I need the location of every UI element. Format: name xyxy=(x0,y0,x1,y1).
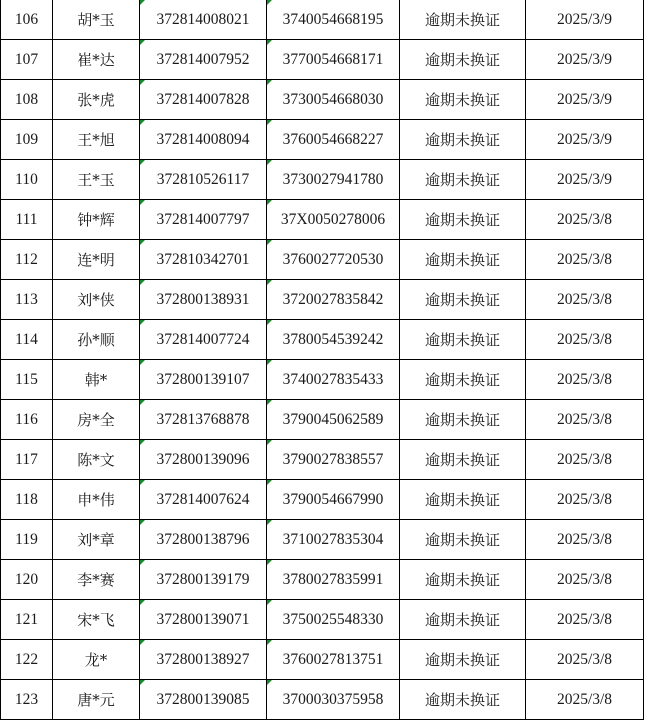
code2-cell: 3700030375958 xyxy=(267,680,400,720)
code1-cell: 372800138927 xyxy=(140,640,267,680)
date-cell: 2025/3/8 xyxy=(526,200,644,240)
code2-cell: 3740054668195 xyxy=(267,0,400,40)
name-cell: 李*赛 xyxy=(53,560,140,600)
table-row xyxy=(1,680,644,720)
date-cell: 2025/3/9 xyxy=(526,120,644,160)
table-row xyxy=(1,520,644,560)
status-cell: 逾期未换证 xyxy=(400,560,526,600)
date-cell: 2025/3/8 xyxy=(526,600,644,640)
status-cell: 逾期未换证 xyxy=(400,160,526,200)
date-cell: 2025/3/8 xyxy=(526,240,644,280)
name-cell: 张*虎 xyxy=(53,80,140,120)
code1-cell: 372800139085 xyxy=(140,680,267,720)
status-cell: 逾期未换证 xyxy=(400,320,526,360)
name-cell: 王*玉 xyxy=(53,160,140,200)
status-cell: 逾期未换证 xyxy=(400,40,526,80)
code2-cell: 3760027720530 xyxy=(267,240,400,280)
table-row xyxy=(1,280,644,320)
code1-cell: 372800139096 xyxy=(140,440,267,480)
name-cell: 王*旭 xyxy=(53,120,140,160)
code1-cell: 372800139071 xyxy=(140,600,267,640)
table-row xyxy=(1,360,644,400)
table-row xyxy=(1,400,644,440)
date-cell: 2025/3/9 xyxy=(526,160,644,200)
status-cell: 逾期未换证 xyxy=(400,0,526,40)
name-cell: 龙* xyxy=(53,640,140,680)
table-row xyxy=(1,640,644,680)
code1-cell: 372814007797 xyxy=(140,200,267,240)
name-cell: 刘*侠 xyxy=(53,280,140,320)
row-number-cell: 107 xyxy=(1,40,53,80)
date-cell: 2025/3/9 xyxy=(526,40,644,80)
code1-cell: 372814007624 xyxy=(140,480,267,520)
row-number-cell: 118 xyxy=(1,480,53,520)
table-row xyxy=(1,160,644,200)
name-cell: 申*伟 xyxy=(53,480,140,520)
row-number-cell: 111 xyxy=(1,200,53,240)
row-number-cell: 117 xyxy=(1,440,53,480)
name-cell: 唐*元 xyxy=(53,680,140,720)
status-cell: 逾期未换证 xyxy=(400,120,526,160)
code2-cell: 3760027813751 xyxy=(267,640,400,680)
table-row xyxy=(1,240,644,280)
row-number-cell: 120 xyxy=(1,560,53,600)
row-number-cell: 106 xyxy=(1,0,53,40)
code1-cell: 372810526117 xyxy=(140,160,267,200)
date-cell: 2025/3/8 xyxy=(526,680,644,720)
table-row xyxy=(1,0,644,40)
row-number-cell: 116 xyxy=(1,400,53,440)
date-cell: 2025/3/8 xyxy=(526,320,644,360)
name-cell: 崔*达 xyxy=(53,40,140,80)
name-cell: 房*全 xyxy=(53,400,140,440)
code1-cell: 372800139179 xyxy=(140,560,267,600)
code2-cell: 3790045062589 xyxy=(267,400,400,440)
table-row xyxy=(1,480,644,520)
code2-cell: 3760054668227 xyxy=(267,120,400,160)
status-cell: 逾期未换证 xyxy=(400,80,526,120)
status-cell: 逾期未换证 xyxy=(400,400,526,440)
status-cell: 逾期未换证 xyxy=(400,600,526,640)
code2-cell: 3780027835991 xyxy=(267,560,400,600)
date-cell: 2025/3/8 xyxy=(526,560,644,600)
code1-cell: 372800139107 xyxy=(140,360,267,400)
row-number-cell: 112 xyxy=(1,240,53,280)
name-cell: 钟*辉 xyxy=(53,200,140,240)
code1-cell: 372814007828 xyxy=(140,80,267,120)
status-cell: 逾期未换证 xyxy=(400,520,526,560)
status-cell: 逾期未换证 xyxy=(400,480,526,520)
code1-cell: 372800138796 xyxy=(140,520,267,560)
status-cell: 逾期未换证 xyxy=(400,680,526,720)
date-cell: 2025/3/8 xyxy=(526,440,644,480)
row-number-cell: 113 xyxy=(1,280,53,320)
code1-cell: 372814008021 xyxy=(140,0,267,40)
row-number-cell: 108 xyxy=(1,80,53,120)
status-cell: 逾期未换证 xyxy=(400,200,526,240)
row-number-cell: 121 xyxy=(1,600,53,640)
date-cell: 2025/3/8 xyxy=(526,360,644,400)
status-cell: 逾期未换证 xyxy=(400,440,526,480)
date-cell: 2025/3/8 xyxy=(526,480,644,520)
name-cell: 韩* xyxy=(53,360,140,400)
status-cell: 逾期未换证 xyxy=(400,240,526,280)
row-number-cell: 123 xyxy=(1,680,53,720)
table-row xyxy=(1,200,644,240)
code2-cell: 3730027941780 xyxy=(267,160,400,200)
name-cell: 陈*文 xyxy=(53,440,140,480)
code2-cell: 3740027835433 xyxy=(267,360,400,400)
code2-cell: 3790054667990 xyxy=(267,480,400,520)
table-row xyxy=(1,120,644,160)
row-number-cell: 110 xyxy=(1,160,53,200)
code1-cell: 372810342701 xyxy=(140,240,267,280)
code2-cell: 3720027835842 xyxy=(267,280,400,320)
status-cell: 逾期未换证 xyxy=(400,360,526,400)
table-row xyxy=(1,40,644,80)
date-cell: 2025/3/8 xyxy=(526,520,644,560)
code1-cell: 372813768878 xyxy=(140,400,267,440)
row-number-cell: 115 xyxy=(1,360,53,400)
name-cell: 连*明 xyxy=(53,240,140,280)
code2-cell: 3750025548330 xyxy=(267,600,400,640)
table-row xyxy=(1,320,644,360)
name-cell: 刘*章 xyxy=(53,520,140,560)
row-number-cell: 114 xyxy=(1,320,53,360)
code1-cell: 372800138931 xyxy=(140,280,267,320)
table-row xyxy=(1,80,644,120)
date-cell: 2025/3/9 xyxy=(526,0,644,40)
records-table-body xyxy=(1,0,644,720)
table-row xyxy=(1,440,644,480)
date-cell: 2025/3/8 xyxy=(526,280,644,320)
code1-cell: 372814007952 xyxy=(140,40,267,80)
name-cell: 孙*顺 xyxy=(53,320,140,360)
table-row xyxy=(1,560,644,600)
name-cell: 宋*飞 xyxy=(53,600,140,640)
code2-cell: 3730054668030 xyxy=(267,80,400,120)
status-cell: 逾期未换证 xyxy=(400,640,526,680)
code1-cell: 372814008094 xyxy=(140,120,267,160)
code2-cell: 3780054539242 xyxy=(267,320,400,360)
code2-cell: 37X0050278006 xyxy=(267,200,400,240)
name-cell: 胡*玉 xyxy=(53,0,140,40)
code1-cell: 372814007724 xyxy=(140,320,267,360)
row-number-cell: 122 xyxy=(1,640,53,680)
table-row xyxy=(1,600,644,640)
row-number-cell: 109 xyxy=(1,120,53,160)
date-cell: 2025/3/8 xyxy=(526,640,644,680)
code2-cell: 3790027838557 xyxy=(267,440,400,480)
status-cell: 逾期未换证 xyxy=(400,280,526,320)
date-cell: 2025/3/8 xyxy=(526,400,644,440)
code2-cell: 3710027835304 xyxy=(267,520,400,560)
row-number-cell: 119 xyxy=(1,520,53,560)
code2-cell: 3770054668171 xyxy=(267,40,400,80)
date-cell: 2025/3/9 xyxy=(526,80,644,120)
